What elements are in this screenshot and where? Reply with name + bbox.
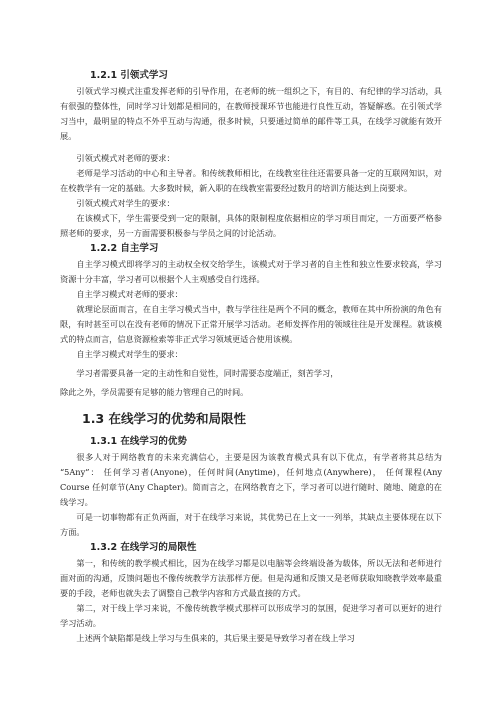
paragraph: 学习者需要具备一定的主动性和自觉性，同时需要态度端正，刻苦学习， xyxy=(76,368,339,378)
paragraph: 很多人对于网络教育的未来充满信心，主要是因为该教育模式具有以下优点，有学者将其总结为 “5Any”： 任何学习者(Anyone)，任何时间(Anytime)，任何地点(Anywhere)， 任何课程(Any Course 任何章节(Any Chapter)。简而言之，在网络教育之下，学习者可以进行随时、随地、随意的在线学习。 xyxy=(60,452,442,507)
paragraph: 就理论层面而言，在自主学习模式当中，教与学往往是两个不同的概念，教师在其中所扮演的角色有限，有时甚至可以在没有老师的情况下正常开展学习活动。老师发挥作用的领域往往是开发课程。就该模式的特点而言，信息资源检索等非正式学习领域更适合使用该模。 xyxy=(60,304,442,344)
paragraph-title: 引领式模式对老师的要求： xyxy=(76,153,175,163)
paragraph: 老师是学习活动的中心和主导者。和传统教师相比，在线教室往往还需要具备一定的互联网知识，对在校教学有一定的基础。大多数时候，新入职的在线教室需要经过数月的培训方能达到上岗要求。 xyxy=(60,168,442,193)
paragraph-title: 引领式模式对学生的要求： xyxy=(76,198,175,208)
paragraph: 第二，对于线上学习来说，不像传统教学模式那样可以形成学习的氛围，促进学习者可以更好的进行学习活动。 xyxy=(60,603,442,628)
section-heading-1-2-2: 1.2.2 自主学习 xyxy=(90,243,159,254)
paragraph-title: 自主学习模式对老师的要求： xyxy=(76,289,183,299)
section-heading-1-3-1: 1.3.1 在线学习的优势 xyxy=(90,436,187,447)
section-heading-1-3: 1.3 在线学习的优势和局限性 xyxy=(82,411,246,426)
paragraph: 除此之外，学员需要有足够的能力管理自己的时间。 xyxy=(60,387,249,397)
paragraph: 自主学习模式即将学习的主动权全权交给学生，该模式对于学习者的自主性和独立性要求较高，学习资源十分丰富，学习者可以根据个人主观感受自行选择。 xyxy=(60,259,442,284)
document-page xyxy=(60,68,442,646)
section-heading-1-2-1: 1.2.1 引领式学习 xyxy=(90,70,168,81)
paragraph: 可是一切事物都有正负两面，对于在线学习来说，其优势已在上文一一列举，其缺点主要体现在以下方面。 xyxy=(60,512,442,537)
paragraph: 第一，和传统的教学模式相比，因为在线学习都是以电脑等会终端设备为载体，所以无法和老师进行面对面的沟通，反馈问题也不像传统教学方法那样方便。但是沟通和反馈又是老师获取知晓教学效率最重要的手段，老师也就失去了调整自己教学内容和方式最直接的方式。 xyxy=(60,558,442,598)
paragraph: 在该模式下，学生需要受到一定的限制，具体的限制程度依据相应的学习项目而定，一方面要严格参照老师的要求，另一方面需要积极参与学员之间的讨论活动。 xyxy=(60,213,442,238)
paragraph: 引领式学习模式注重发挥老师的引导作用，在老师的统一组织之下，有目的、有纪律的学习活动，具有很强的整体性，同时学习计划都是相同的，在教师授课环节也能进行良性互动，答疑解惑。在引领式学习当中，最明显的特点不外乎互动与沟通，很多时候，只要通过简单的邮件等工具，在线学习就能有效开展。 xyxy=(60,86,442,141)
paragraph-title: 自主学习模式对学生的要求： xyxy=(76,349,183,359)
paragraph: 上述两个缺陷都是线上学习与生俱来的，其后果主要是导致学习者在线上学习 xyxy=(76,633,355,643)
section-heading-1-3-2: 1.3.2 在线学习的局限性 xyxy=(90,542,197,553)
